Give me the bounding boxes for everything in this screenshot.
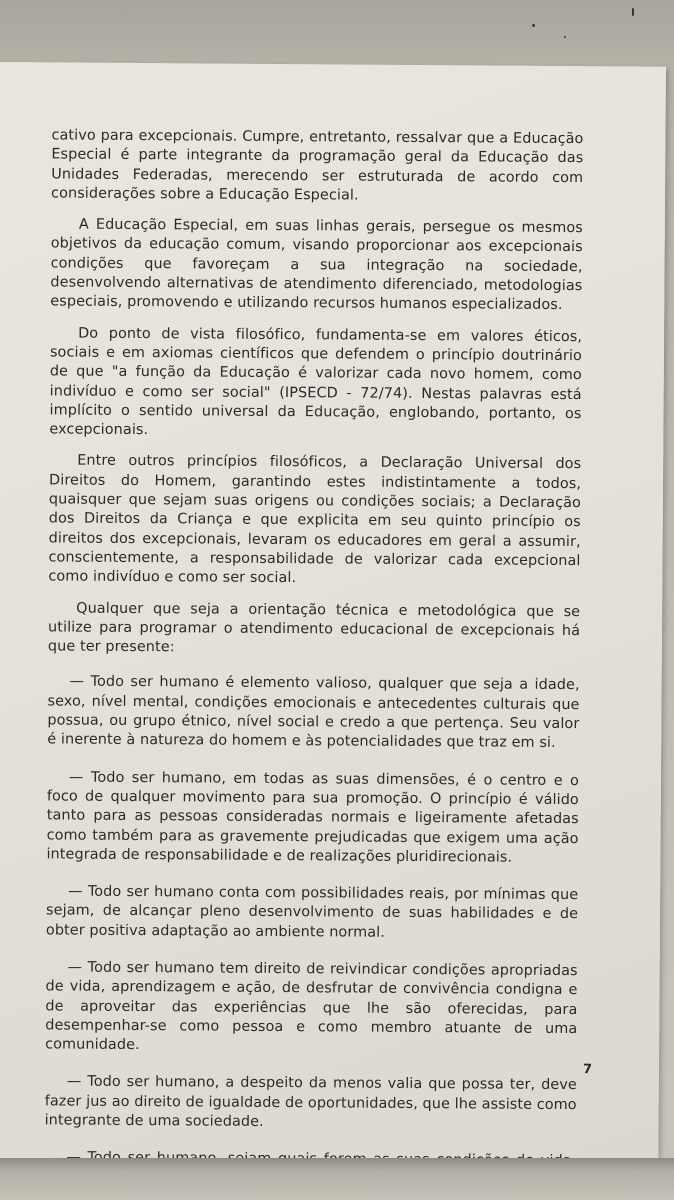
page-stack-edge	[0, 1158, 674, 1200]
principle-1: — Todo ser humano é elemento valioso, qualquer que seja a idade, sexo, nível mental, condições emocionais e antecedentes culturais que possua, ou grupo étnico, nível social e credo a que pertença. Seu valor é inerente à natureza do homem e às potencialidades que traz em si.	[47, 673, 580, 752]
page-number: 7	[582, 1062, 593, 1078]
paragraph-1: cativo para excepcionais. Cumpre, entretanto, ressalvar que a Educação Especial é parte integrante da programação geral da Educação das Unidades Federadas, merecendo ser estruturada de acordo com considerações sobre a Educação Especial.	[51, 127, 584, 204]
principle-3: — Todo ser humano conta com possibilidades reais, por mínimas que sejam, de alcançar pleno desenvolvimento de suas habilidades e de obter positiva adaptação ao ambiente normal.	[45, 883, 579, 941]
principle-2: — Todo ser humano, em todas as suas dimensões, é o centro e o foco de qualquer movimento para sua promoção. O princípio é válido tanto para as pessoas consideradas normais e ligeiramente afetadas como também para as gravemente prejudicadas que exigem uma ação integrada de responsabilidade e de realizações pluridirecionais.	[46, 769, 580, 866]
paragraph-2: A Educação Especial, em suas linhas gerais, persegue os mesmos objetivos da educação comum, visando proporcionar aos excepcionais condições que favoreçam a sua integração na sociedade, desenvolvendo alternativas de atendimento diferenciado, metodologias especiais, promovendo e utilizando recursos humanos especializados.	[50, 216, 583, 314]
dust-speck	[564, 36, 566, 38]
document-page	[0, 62, 666, 1165]
principle-4: — Todo ser humano tem direito de reivindicar condições apropriadas de vida, aprendizagem e ação, de desfrutar de convivência condigna e de aproveitar das experiências que lhe são oferecidas, para desempenhar-se como pessoa e como membro atuante de uma comunidade.	[45, 959, 578, 1054]
dust-speck	[632, 8, 634, 16]
principle-5: — Todo ser humano, a despeito da menos valia que possa ter, deve fazer jus ao direito de igualdade de oportunidades, que lhe assiste como integrante de uma sociedade.	[44, 1074, 577, 1130]
paragraph-3: Do ponto de vista filosófico, fundamenta-se em valores éticos, sociais e em axiomas científicos que defendem o princípio doutrinário de que "a função da Educação é valorizar cada novo homem, como indivíduo e como ser social" (IPSECD - 72/74). Nestas palavras está implícito o sentido universal da Educação, englobando, portanto, os excepcionais.	[49, 325, 583, 439]
paragraph-5: Qualquer que seja a orientação técnica e metodológica que se utilize para programar o atendimento educacional de excepcionais há que ter presente:	[47, 600, 581, 656]
dust-speck	[532, 24, 535, 27]
body-text	[44, 126, 584, 1200]
paragraph-4: Entre outros princípios filosóficos, a Declaração Universal dos Direitos do Homem, garantindo estes indistintamente a todos, quaisquer que sejam suas origens ou condições sociais; a Declaração dos Direitos da Criança e que explicita em seu quinto princípio os direitos dos excepcionais, levaram os educadores em geral a assumir, conscientemente, a responsabilidade de valorizar cada excepcional como indivíduo e como ser social.	[48, 453, 582, 587]
